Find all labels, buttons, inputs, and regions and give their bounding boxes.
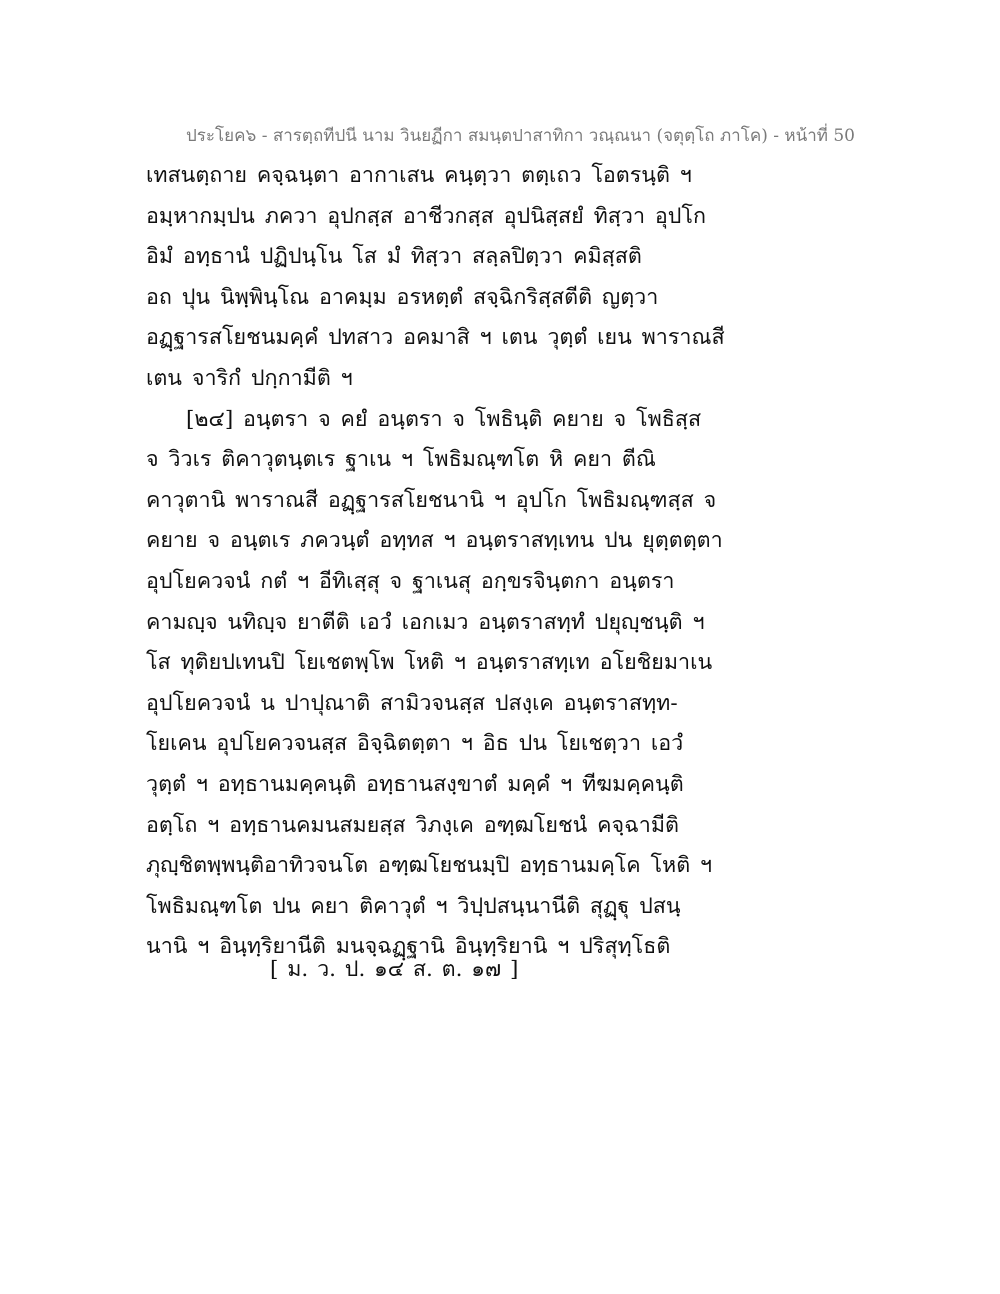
text-line: อมฺหากมฺปน ภควา อุปกสฺส อาชีวกสฺส อุปนิสฺสยํ ทิสฺวา อุปโก: [146, 203, 706, 229]
text-line: อฏฺฐารสโยชนมคฺคํ ปทสาว อคมาสิ ฯ เตน วุตฺตํ เยน พาราณสี: [146, 325, 725, 351]
text-line: คยาย จ อนฺตเร ภควนฺตํ อทฺทส ฯ อนฺตราสทฺเทน ปน ยุตฺตตฺตา: [146, 528, 723, 554]
text-line: เตน จาริกํ ปกฺกามีติ ฯ: [146, 365, 353, 391]
text-line: คามญฺจ นทิญฺจ ยาตีติ เอวํ เอกเมว อนฺตราสทฺทํ ปยุญฺชนฺติ ฯ: [146, 609, 705, 635]
text-line: โยเคน อุปโยควจนสฺส อิจฺฉิตตฺตา ฯ อิธ ปน โยเชตฺวา เอวํ: [146, 731, 684, 757]
text-line: อถ ปุน นิพฺพินฺโณ อาคมฺม อรหตฺตํ สจฺฉิกริสฺสตีติ ญตฺวา: [146, 284, 659, 310]
text-line: อุปโยควจนํ น ปาปุณาติ สามิวจนสฺส ปสงฺเค อนฺตราสทฺท-: [146, 690, 678, 716]
text-line: เทสนตฺถาย คจฺฉนฺตา อากาเสน คนฺตฺวา ตตฺเถว โอตรนฺติ ฯ: [146, 163, 692, 188]
text-line: อุปโยควจนํ กตํ ฯ อีทิเสฺสุ จ ฐาเนสุ อกฺขรจินฺตกา อนฺตรา: [146, 568, 675, 594]
text-line: ภุญฺชิตพฺพนฺติอาทิวจนโต อฑฺฒโยชนมฺปิ อทฺธานมคฺโค โหติ ฯ: [146, 853, 713, 879]
text-line: อตฺโถ ฯ อทฺธานคมนสมยสฺส วิภงฺเค อฑฺฒโยชนํ คจฺฉามีติ: [146, 812, 679, 838]
source-reference: [ ม. ว. ป. ๑๔ ส. ต. ๑๗ ]: [270, 957, 519, 982]
body-text: [146, 156, 866, 968]
text-line: วุตฺตํ ฯ อทฺธานมคฺคนฺติ อทฺธานสงฺขาตํ มคฺคํ ฯ ทีฆมคฺคนฺติ: [146, 771, 684, 797]
text-line: จ วิวเร ติคาวุตนฺตเร ฐาเน ฯ โพธิมณฺฑโต หิ คยา ตีณิ: [146, 447, 656, 473]
text-line: คาวุตานิ พาราณสี อฏฺฐารสโยชนานิ ฯ อุปโก โพธิมณฺฑสฺส จ: [146, 487, 717, 513]
text-line: นานิ ฯ อินฺทฺริยานีติ มนจฺฉฏฺฐานิ อินฺทฺริยานิ ฯ ปริสุทฺโธติ: [146, 934, 671, 960]
text-line: อิมํ อทฺธานํ ปฏิปนฺโน โส มํ ทิสฺวา สลฺลปิตฺวา คมิสฺสติ: [146, 244, 642, 270]
paragraph-start-line: [๒๔] อนฺตรา จ คยํ อนฺตรา จ โพธินฺติ คยาย จ โพธิสฺส: [186, 406, 702, 432]
text-line: โพธิมณฺฑโต ปน คยา ติคาวุตํ ฯ วิปฺปสนฺนานีติ สุฏฺฐุ ปสนฺ: [146, 893, 681, 919]
text-line: โส ทุติยปเทนปิ โยเชตพฺโพ โหติ ฯ อนฺตราสทฺเท อโยชิยมาเน: [146, 650, 713, 676]
running-header: ประโยค๖ - สารตฺถทีปนี นาม วินยฏีกา สมนฺตปาสาทิกา วณฺณนา (จตุตฺโถ ภาโค) - หน้าที่ 50: [186, 126, 855, 146]
